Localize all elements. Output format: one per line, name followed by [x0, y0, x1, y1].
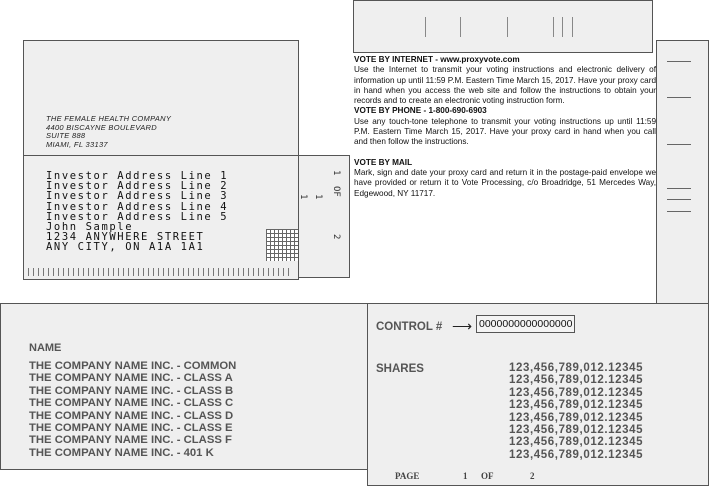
company-name: THE COMPANY NAME INC. - CLASS B	[29, 384, 234, 397]
timing-mark	[667, 199, 691, 200]
investor-address-panel	[23, 155, 299, 280]
investor-address	[46, 171, 228, 253]
voting-instructions	[354, 55, 656, 199]
barcode-bar	[425, 17, 426, 37]
timing-mark	[667, 97, 691, 98]
page-of: OF	[481, 471, 494, 481]
vote-mail-text: Mark, sign and date your proxy card and return it in the postage-paid envelope we have provided or return it to Vote Processing, c/o Broadridge, 51 Mercedes Way, Edgewood, NY 11717.	[354, 167, 656, 198]
address-line: 1234 ANYWHERE STREET	[46, 231, 205, 244]
address-line: Investor Address Line 4	[46, 200, 229, 213]
share-value: 123,456,789,012.12345	[509, 374, 644, 387]
name-label: NAME	[29, 342, 62, 354]
share-value: 123,456,789,012.12345	[509, 386, 644, 399]
share-value: 123,456,789,012.12345	[509, 448, 644, 461]
return-address-line: THE FEMALE HEALTH COMPANY	[46, 114, 172, 123]
share-value: 123,456,789,012.12345	[509, 399, 644, 412]
timing-mark	[667, 61, 691, 62]
barcode-box	[353, 0, 653, 53]
share-value: 123,456,789,012.12345	[509, 436, 644, 449]
page-total: 2	[530, 471, 535, 481]
company-names	[29, 360, 236, 459]
postal-barcode	[28, 268, 290, 276]
control-label: CONTROL #	[376, 321, 443, 333]
return-address-panel	[23, 40, 299, 156]
page-label: PAGE	[395, 471, 420, 481]
company-name: THE COMPANY NAME INC. - CLASS A	[29, 372, 233, 385]
holdings-names-panel	[0, 303, 368, 470]
company-name: THE COMPANY NAME INC. - 401 K	[29, 446, 214, 459]
timing-mark	[667, 188, 691, 189]
address-line: Investor Address Line 5	[46, 210, 229, 223]
address-line: Investor Address Line 3	[46, 190, 229, 203]
company-name: THE COMPANY NAME INC. - CLASS D	[29, 409, 234, 422]
vote-mail-title: VOTE BY MAIL	[354, 157, 413, 167]
barcode-bar	[507, 17, 508, 37]
side-total: 2	[331, 234, 341, 240]
company-name: THE COMPANY NAME INC. - CLASS F	[29, 434, 232, 447]
return-address-line: 4400 BISCAYNE BOULEVARD	[46, 122, 157, 132]
company-name: THE COMPANY NAME INC. - COMMON	[29, 360, 237, 372]
timing-mark	[667, 144, 691, 145]
page-number: 1	[463, 471, 468, 481]
side-page: 1	[331, 170, 341, 176]
vote-phone-text: Use any touch-tone telephone to transmit your voting instructions up until 11:59 P.M. Eastern Time March 15, 2017. Have your proxy card in hand when you call and then follow the instructions.	[354, 116, 656, 147]
share-value: 123,456,789,012.12345	[509, 411, 644, 424]
2d-barcode	[266, 229, 298, 261]
address-line: Investor Address Line 2	[46, 180, 229, 193]
side-code-b: 1	[298, 194, 308, 200]
vote-internet-title: VOTE BY INTERNET - www.proxyvote.com	[354, 55, 520, 64]
barcode-bar	[553, 17, 554, 37]
side-of: OF	[331, 186, 341, 197]
vote-internet-text: Use the Internet to transmit your voting instructions and electronic delivery of information up until 11:59 P.M. Eastern Time March 15, 2017. Have your proxy card in hand when you access the web site and follow the instructions to obtain your records and to create an electronic voting instruction form.	[354, 65, 656, 106]
vote-phone-title: VOTE BY PHONE - 1-800-690-6903	[354, 106, 487, 116]
company-name: THE COMPANY NAME INC. - CLASS E	[29, 422, 233, 435]
control-shares-panel	[367, 303, 709, 486]
return-address-line: MIAMI, FL 33137	[46, 139, 108, 149]
arrow-right-icon: ⟶	[452, 318, 473, 334]
control-number: 0000000000000000	[476, 315, 575, 333]
timing-marks-strip	[656, 40, 709, 304]
address-line: John Sample	[46, 221, 134, 234]
share-value: 123,456,789,012.12345	[509, 362, 644, 374]
address-line: Investor Address Line 1	[46, 170, 229, 182]
side-code-a: 1	[313, 194, 323, 200]
share-values	[509, 362, 643, 461]
return-address-line: SUITE 888	[46, 131, 86, 140]
address-line: ANY CITY, ON A1A 1A1	[46, 241, 205, 254]
return-address	[46, 115, 171, 149]
share-value: 123,456,789,012.12345	[509, 424, 644, 437]
barcode-bar	[562, 17, 563, 37]
timing-mark	[667, 211, 691, 212]
shares-label: SHARES	[376, 363, 424, 375]
barcode-bar	[572, 17, 573, 37]
barcode-bar	[460, 17, 461, 37]
company-name: THE COMPANY NAME INC. - CLASS C	[29, 397, 234, 410]
side-tab	[298, 155, 350, 278]
